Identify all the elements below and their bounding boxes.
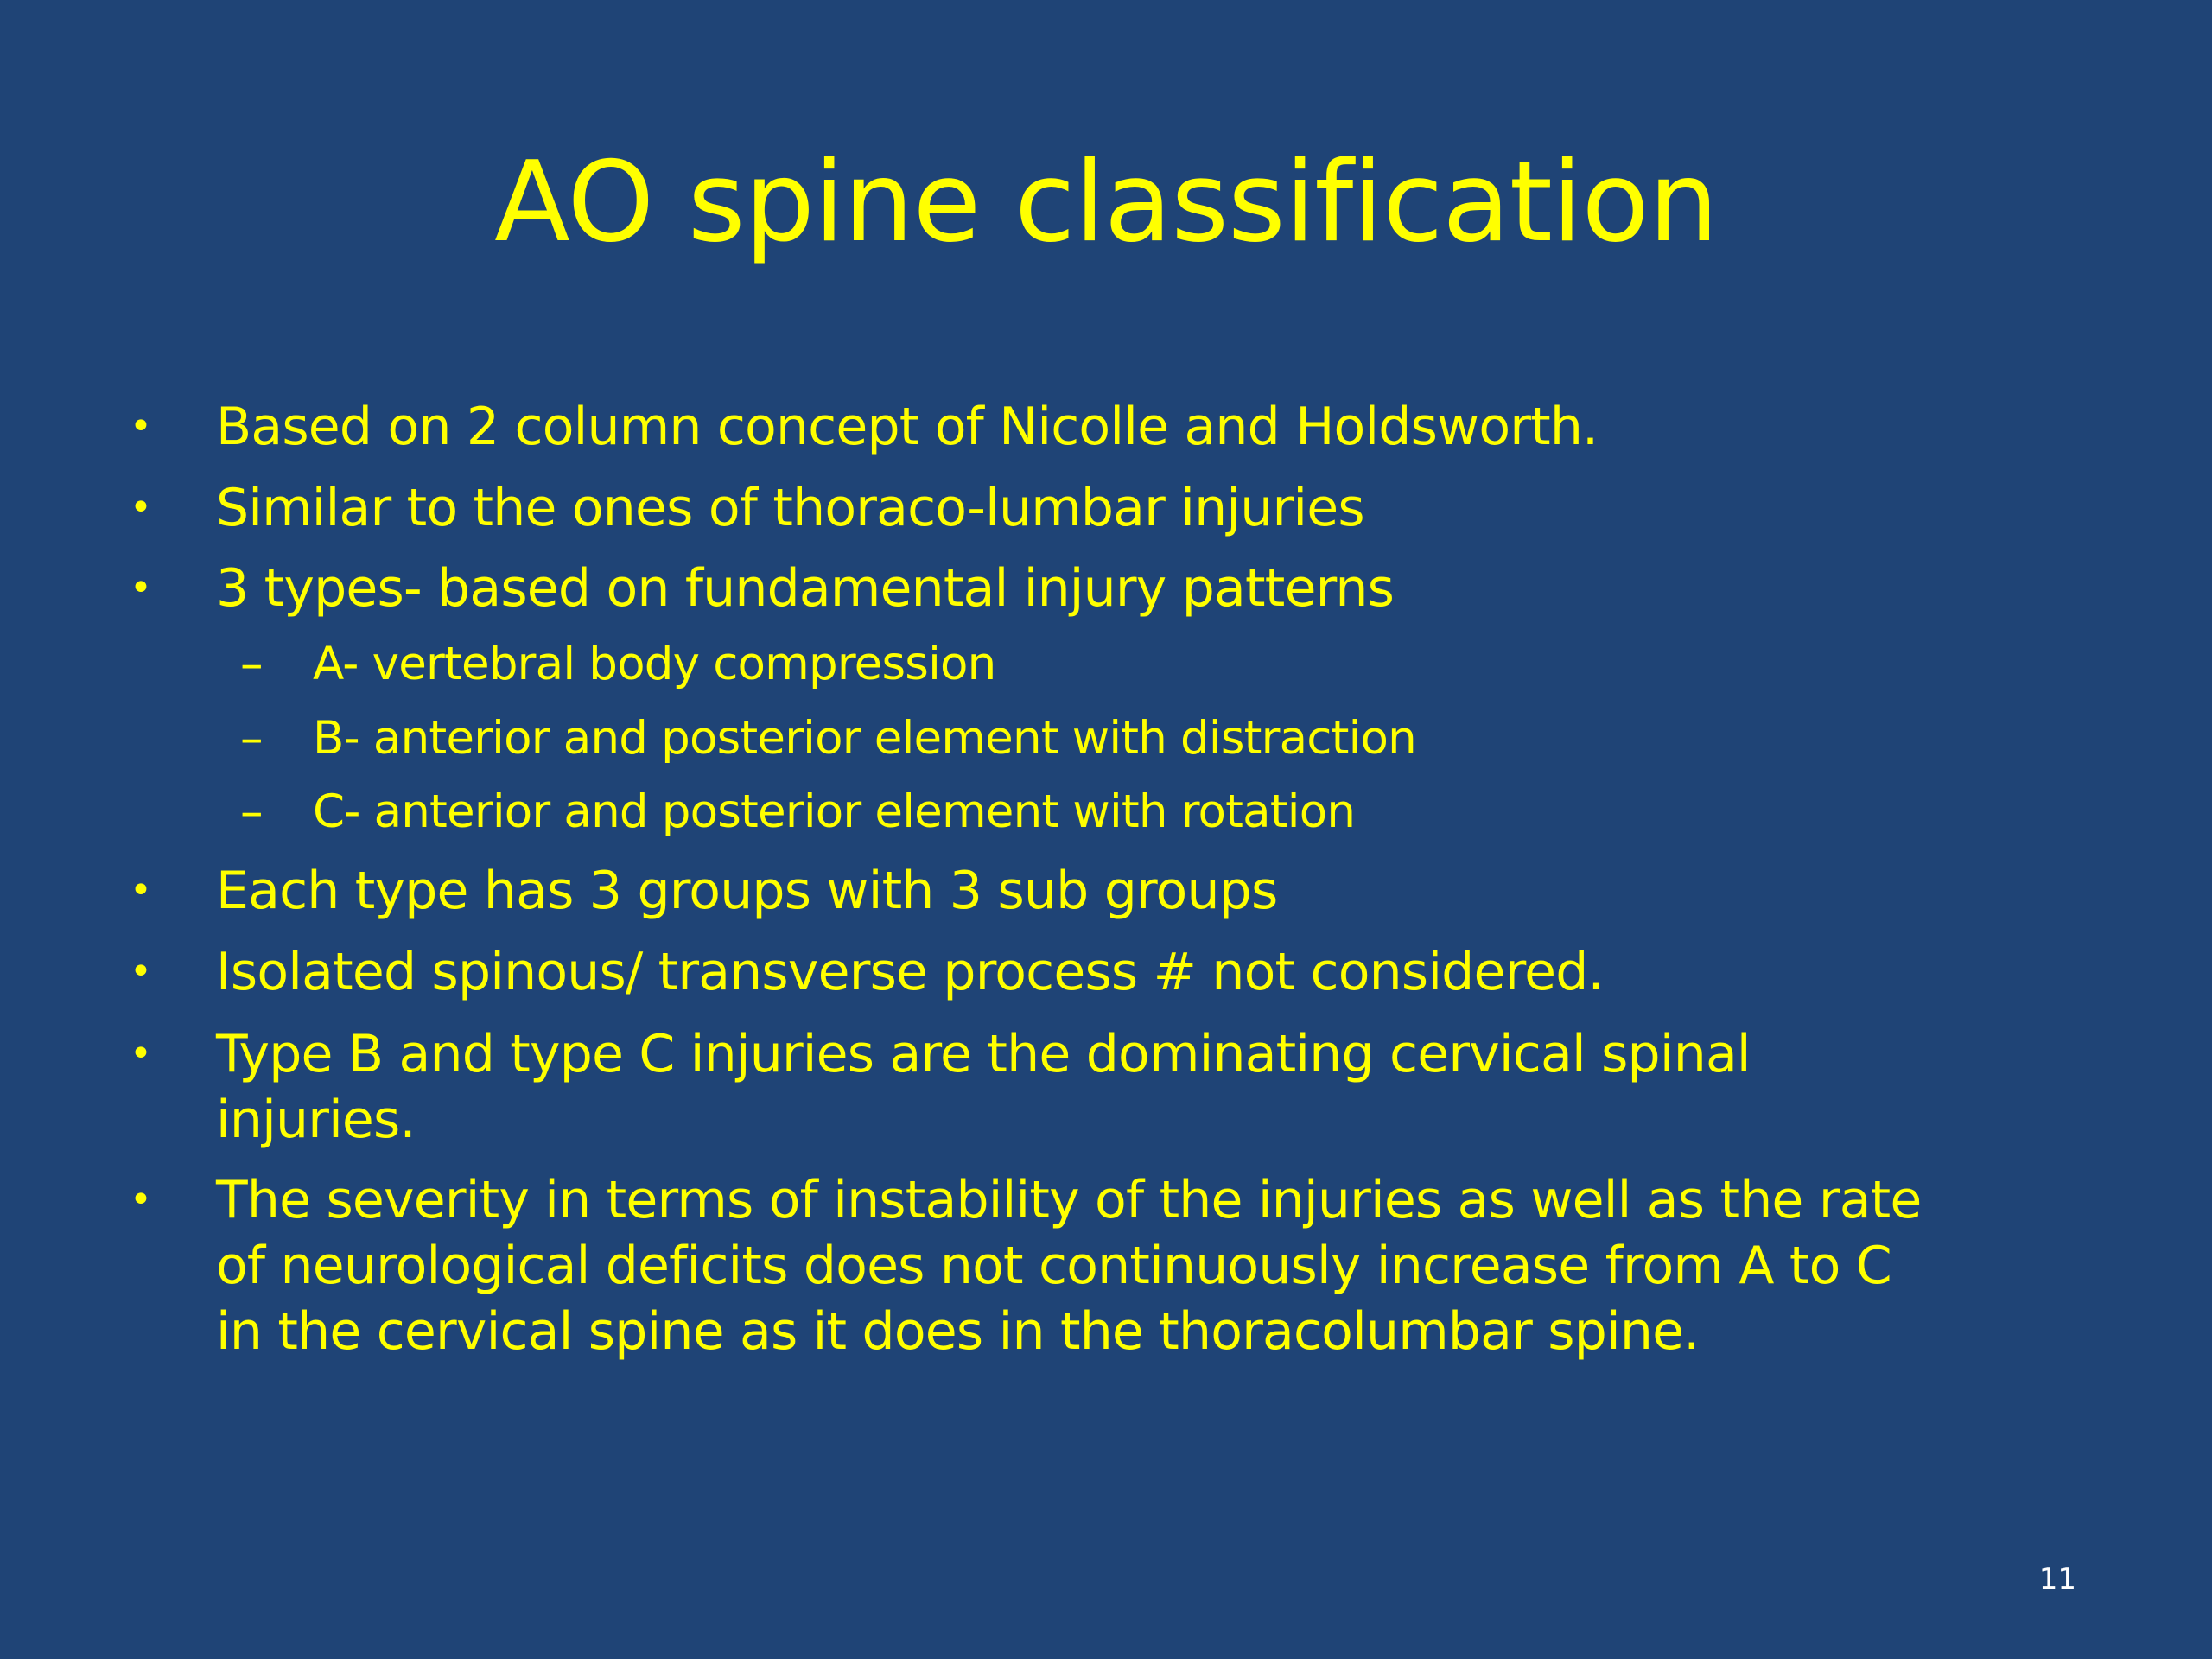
bullet-item xyxy=(130,475,1364,541)
bullet-text-line: in the cervical spine as it does in the thoracolumbar spine. xyxy=(216,1301,1700,1362)
bullet-marker: • xyxy=(130,1032,152,1076)
bullet-item xyxy=(130,556,1395,621)
bullet-marker: • xyxy=(130,1178,152,1222)
bullet-text-line: of neurological deficits does not continuously increase from A to C xyxy=(216,1236,1891,1296)
sub-bullet-text: B- anterior and posterior element with distraction xyxy=(313,712,1416,765)
page-number: 11 xyxy=(2038,1562,2076,1597)
bullet-item xyxy=(130,1167,1922,1364)
sub-bullet-item xyxy=(240,709,1416,769)
bullet-item xyxy=(130,939,1604,1005)
bullet-text: 3 types- based on fundamental injury patterns xyxy=(216,558,1395,619)
bullet-marker: • xyxy=(130,486,152,530)
bullet-text: Based on 2 column concept of Nicolle and Holdsworth. xyxy=(216,397,1599,457)
bullet-marker: • xyxy=(130,868,152,912)
sub-bullet-item xyxy=(240,634,996,695)
bullet-text-line: The severity in terms of instability of the injuries as well as the rate xyxy=(216,1170,1922,1230)
bullet-item xyxy=(130,1021,1751,1153)
sub-bullet-text: A- vertebral body compression xyxy=(313,638,996,690)
bullet-text: Each type has 3 groups with 3 sub groups xyxy=(216,861,1278,921)
sub-bullet-marker: – xyxy=(240,638,263,690)
bullet-item xyxy=(130,394,1599,460)
sub-bullet-marker: – xyxy=(240,785,263,838)
bullet-item xyxy=(130,858,1278,924)
bullet-marker: • xyxy=(130,950,152,994)
slide-title: AO spine classification xyxy=(494,138,1718,267)
bullet-marker: • xyxy=(130,566,152,610)
sub-bullet-marker: – xyxy=(240,712,263,765)
sub-bullet-text: C- anterior and posterior element with rotation xyxy=(313,785,1356,838)
bullet-text-line: Type B and type C injuries are the dominating cervical spinal xyxy=(216,1024,1751,1084)
sub-bullet-item xyxy=(240,782,1356,842)
bullet-text-line: injuries. xyxy=(216,1090,416,1150)
bullet-marker: • xyxy=(130,404,152,448)
bullet-text: Isolated spinous/ transverse process # not considered. xyxy=(216,942,1604,1002)
bullet-text: Similar to the ones of thoraco-lumbar injuries xyxy=(216,478,1364,538)
